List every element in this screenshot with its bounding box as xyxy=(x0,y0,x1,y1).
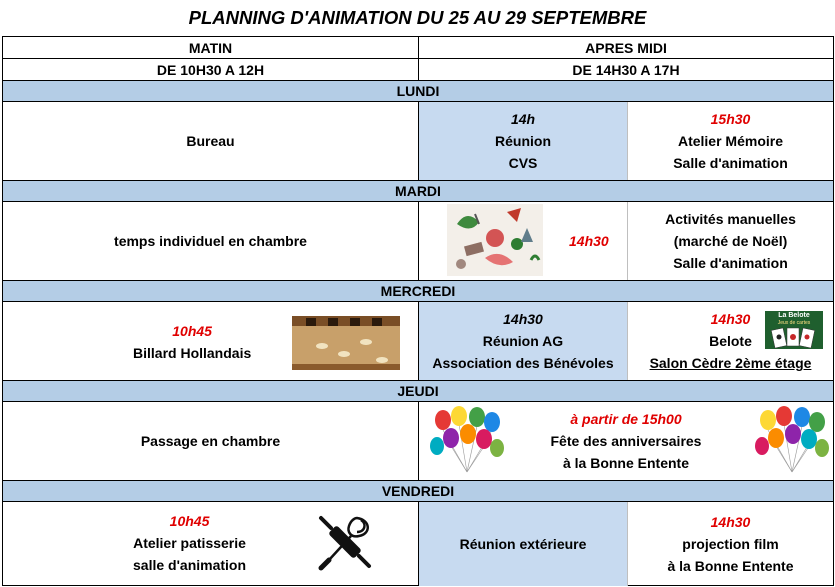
balloons-icon xyxy=(429,406,505,474)
jeudi-pm-line1: Fête des anniversaires xyxy=(550,433,702,449)
crafts-collage-image xyxy=(447,204,543,276)
lundi-pm2 xyxy=(627,102,833,180)
mercredi-pm1-line2: Association des Bénévoles xyxy=(432,355,614,371)
schedule-table xyxy=(2,36,834,586)
day-band-jeudi: JEUDI xyxy=(3,380,833,402)
lundi-pm2-time: 15h30 xyxy=(710,111,751,127)
header-matin-hours: DE 10H30 A 12H xyxy=(156,61,265,78)
mardi-pm2-line1: Activités manuelles xyxy=(665,211,796,227)
mercredi-pm1-time: 14h30 xyxy=(503,311,543,327)
day-band-mardi: MARDI xyxy=(3,180,833,202)
mardi-pm1-time: 14h30 xyxy=(569,233,609,249)
page-title: PLANNING D'ANIMATION DU 25 AU 29 SEPTEMBRE xyxy=(188,7,647,28)
row-jeudi xyxy=(3,402,833,480)
header-apres-midi-hours: DE 14H30 A 17H xyxy=(418,59,833,80)
mercredi-matin xyxy=(3,302,418,380)
day-band-lundi: LUNDI xyxy=(3,80,833,102)
vendredi-pm2 xyxy=(627,502,833,586)
belote-cards-logo xyxy=(765,311,823,349)
vendredi-matin-time: 10h45 xyxy=(169,513,210,529)
header-row-period xyxy=(3,36,833,58)
mardi-pm2 xyxy=(627,202,833,280)
mercredi-pm2 xyxy=(627,302,833,380)
lundi-pm1-line1: Réunion xyxy=(495,133,551,149)
jeudi-pm-line2: à la Bonne Entente xyxy=(562,455,689,471)
day-band-vendredi: VENDREDI xyxy=(3,480,833,502)
mardi-pm2-line2: (marché de Noël) xyxy=(673,233,788,249)
mercredi-matin-line1: Billard Hollandais xyxy=(133,345,252,361)
jeudi-matin: Passage en chambre xyxy=(140,433,281,449)
mercredi-matin-time: 10h45 xyxy=(172,323,212,339)
mercredi-pm1 xyxy=(418,302,627,380)
lundi-pm2-line2: Salle d'animation xyxy=(673,155,788,171)
row-mardi xyxy=(3,202,833,280)
lundi-pm1 xyxy=(418,102,627,180)
header-matin: MATIN xyxy=(188,39,233,56)
belote-logo-title: La Belote xyxy=(778,312,810,319)
vendredi-matin-line1: Atelier patisserie xyxy=(133,535,246,551)
mercredi-pm2-line2: Salon Cèdre 2ème étage xyxy=(649,355,812,371)
belote-logo-subtitle: Jeux de cartes xyxy=(777,320,811,326)
mardi-pm1 xyxy=(418,202,627,280)
mardi-matin: temps individuel en chambre xyxy=(114,233,307,249)
header-row-hours xyxy=(3,58,833,80)
row-lundi xyxy=(3,102,833,180)
mercredi-pm2-line1: Belote xyxy=(709,333,752,349)
jeudi-pm xyxy=(418,402,833,480)
row-mercredi xyxy=(3,302,833,380)
balloons-icon xyxy=(754,406,830,474)
vendredi-pm2-time: 14h30 xyxy=(710,514,751,530)
vendredi-matin xyxy=(3,502,418,586)
mardi-pm2-line3: Salle d'animation xyxy=(673,255,788,271)
lundi-pm2-line1: Atelier Mémoire xyxy=(677,133,784,149)
header-apres-midi: APRES MIDI xyxy=(418,37,833,58)
lundi-pm1-line2: CVS xyxy=(508,155,538,171)
mercredi-pm1-line1: Réunion AG xyxy=(482,333,564,349)
vendredi-pm1: Réunion extérieure xyxy=(418,502,627,586)
whisk-rolling-pin-icon xyxy=(313,510,377,574)
jeudi-pm-time: à partir de 15h00 xyxy=(570,411,682,427)
lundi-matin: Bureau xyxy=(186,133,235,149)
day-band-mercredi: MERCREDI xyxy=(3,280,833,302)
vendredi-pm2-line1: projection film xyxy=(682,536,779,552)
row-vendredi xyxy=(3,502,833,586)
vendredi-matin-line2: salle d'animation xyxy=(133,557,247,573)
dutch-billiards-image xyxy=(292,316,400,370)
mercredi-pm2-time: 14h30 xyxy=(710,311,751,327)
vendredi-pm2-line2: à la Bonne Entente xyxy=(667,558,794,574)
lundi-pm1-time: 14h xyxy=(510,111,536,127)
